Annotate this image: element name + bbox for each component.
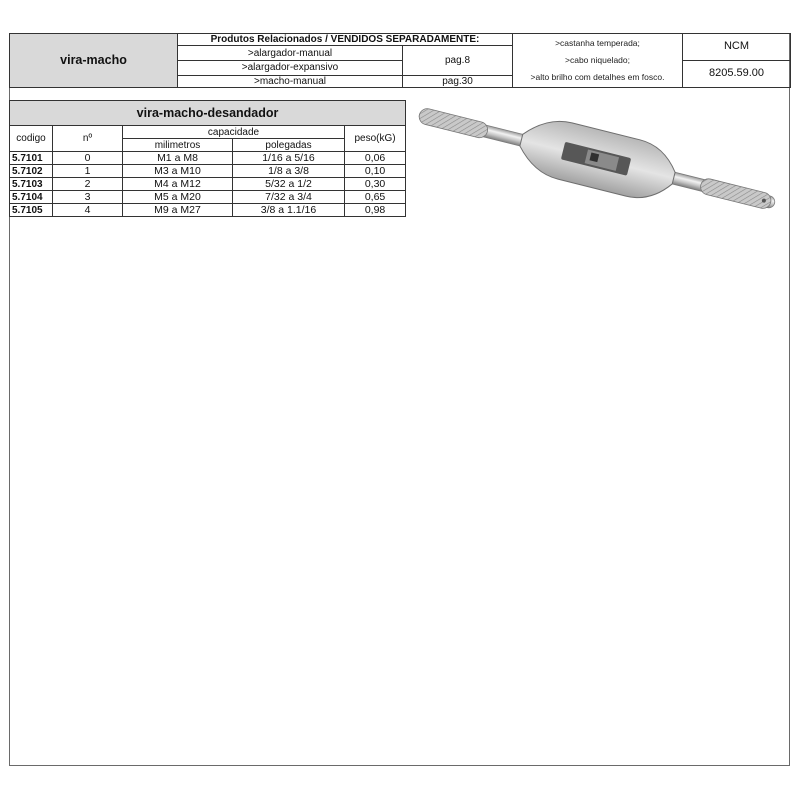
related-page-8: pag.8: [403, 46, 513, 75]
spec-table-title: vira-macho-desandador: [10, 101, 406, 126]
table-row: [10, 178, 406, 191]
ncm-label: NCM: [683, 34, 791, 61]
row-inch: 3/8 a 1.1/16: [233, 204, 345, 217]
product-header-table: [9, 33, 791, 88]
row-weight: 0,10: [345, 165, 406, 178]
col-header-code: codigo: [10, 126, 53, 152]
row-number: 3: [53, 191, 123, 204]
ncm-value: 8205.59.00: [683, 60, 791, 87]
row-inch: 5/32 a 1/2: [233, 178, 345, 191]
related-item-macho-manual: >macho-manual: [178, 75, 403, 87]
col-header-weight: peso(kG): [345, 126, 406, 152]
row-code: 5.7103: [10, 178, 53, 191]
product-title: vira-macho: [10, 34, 178, 88]
row-inch: 1/16 a 5/16: [233, 152, 345, 165]
row-mm: M1 a M8: [123, 152, 233, 165]
features-list: [513, 34, 683, 88]
row-mm: M5 a M20: [123, 191, 233, 204]
related-page-30: pag.30: [403, 75, 513, 87]
feature-item: >castanha temperada;: [555, 38, 640, 48]
row-code: 5.7105: [10, 204, 53, 217]
spec-table: [9, 100, 406, 217]
col-header-number: nº: [53, 126, 123, 152]
row-inch: 1/8 a 3/8: [233, 165, 345, 178]
row-weight: 0,65: [345, 191, 406, 204]
row-number: 2: [53, 178, 123, 191]
col-header-inch: polegadas: [233, 139, 345, 152]
related-item-alargador-expansivo: >alargador-expansivo: [178, 60, 403, 75]
row-mm: M3 a M10: [123, 165, 233, 178]
table-row: [10, 204, 406, 217]
row-code: 5.7102: [10, 165, 53, 178]
table-row: [10, 152, 406, 165]
related-products-heading: Produtos Relacionados / VENDIDOS SEPARADAMENTE:: [178, 34, 513, 46]
tap-wrench-icon: [404, 100, 790, 218]
row-code: 5.7104: [10, 191, 53, 204]
row-inch: 7/32 a 3/4: [233, 191, 345, 204]
row-number: 4: [53, 204, 123, 217]
col-header-capacity: capacidade: [123, 126, 345, 139]
row-number: 1: [53, 165, 123, 178]
feature-item: >cabo niquelado;: [565, 55, 630, 65]
row-mm: M4 a M12: [123, 178, 233, 191]
row-weight: 0,06: [345, 152, 406, 165]
row-code: 5.7101: [10, 152, 53, 165]
row-mm: M9 a M27: [123, 204, 233, 217]
feature-item: >alto brilho com detalhes em fosco.: [530, 72, 665, 82]
table-row: [10, 165, 406, 178]
row-weight: 0,98: [345, 204, 406, 217]
table-row: [10, 191, 406, 204]
col-header-mm: milimetros: [123, 139, 233, 152]
row-weight: 0,30: [345, 178, 406, 191]
related-item-alargador-manual: >alargador-manual: [178, 46, 403, 61]
row-number: 0: [53, 152, 123, 165]
